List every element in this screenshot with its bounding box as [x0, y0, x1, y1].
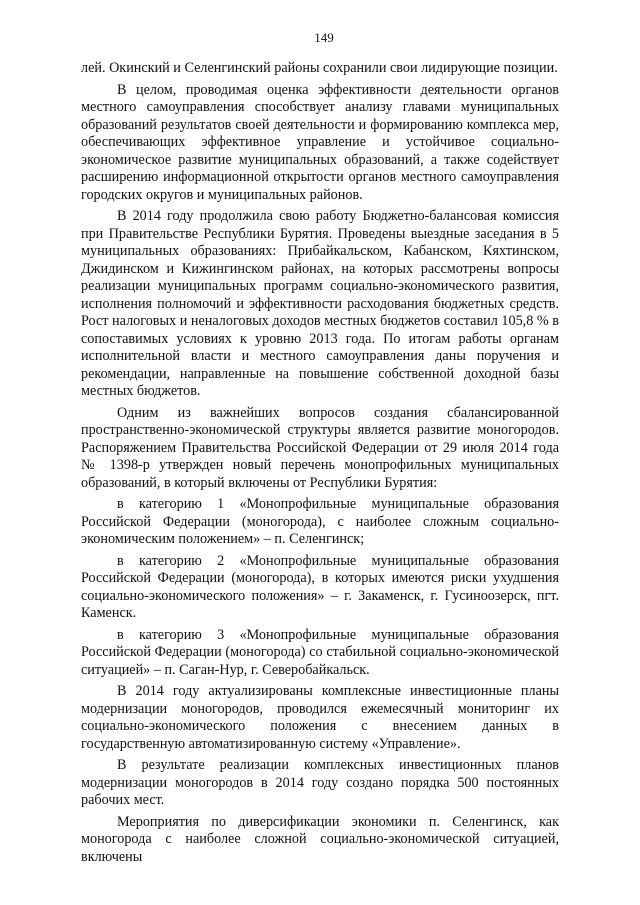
paragraph-category-3: в категорию 3 «Монопрофильные муниципальные образования Российской Федерации (моногорода) со стабильной социально-экономической ситуацией» – п. Саган-Нур, г. Северобайкальск. — [81, 626, 559, 678]
paragraph-monotowns-list-intro: Одним из важнейших вопросов создания сбалансированной пространственно-экономической структуры является развитие моногородов. Распоряжением Правительства Российской Федерации от 29 июля 2014 года № 1398-р утвержден новый перечень монопрофильных муниципальных образований, в который включены от Республики Бурятия: — [81, 404, 559, 491]
paragraph-jobs-created: В результате реализации комплексных инвестиционных планов модернизации моногородов в 2014 году создано порядка 500 постоянных рабочих мест. — [81, 757, 559, 808]
paragraph-budget-commission: В 2014 году продолжила свою работу Бюджетно-балансовая комиссия при Правительстве Республики Бурятия. Проведены выездные заседания в 5 муниципальных образованиях: Прибайкальском, Кабанском, Кяхтинском, Джидинском и Кижингинском районах, на которых рассмотрены вопросы реализации муниципальных программ социально-экономического развития, исполнения полномочий и эффективности расходования бюджетных средств. Рост налоговых и неналоговых доходов местных бюджетов составил 105,8 % в сопоставимых условиях к уровню 2013 года. По итогам работы органам исполнительной власти и местного самоуправления даны поручения и рекомендации, направленные на повышение собственной доходной базы местных бюджетов. — [81, 208, 559, 399]
page-number: 149 — [314, 30, 334, 45]
paragraph-investment-plans: В 2014 году актуализированы комплексные инвестиционные планы модернизации моногородов, проводился ежемесячный мониторинг их социально-экономического положения с внесением данных в государственную автоматизированную систему «Управление». — [81, 683, 559, 752]
paragraph-diversification: Мероприятия по диверсификации экономики п. Селенгинск, как моногорода с наиболее сложной социально-экономической ситуацией, включены — [81, 813, 559, 865]
paragraph-assessment-summary: В целом, проводимая оценка эффективности деятельности органов местного самоуправления способствует анализу главами муниципальных образований результатов своей деятельности и формированию комплекса мер, обеспечивающих эффективное управление и устойчивое социально-экономическое развитие муниципальных образований, а также содействует расширению информационной открытости органов местного самоуправления городских округов и муниципальных районов. — [81, 81, 559, 203]
document-page — [81, 30, 559, 866]
paragraph-category-1: в категорию 1 «Монопрофильные муниципальные образования Российской Федерации (моногорода), с наиболее сложным социально-экономическим положением» – п. Селенгинск; — [81, 496, 559, 547]
paragraph-category-2: в категорию 2 «Монопрофильные муниципальные образования Российской Федерации (моногорода), в которых имеются риски ухудшения социально-экономического положения» – г. Закаменск, г. Гусиноозерск, пгт. Каменск. — [81, 552, 559, 621]
paragraph-continuation: лей. Окинский и Селенгинский районы сохранили свои лидирующие позиции. — [81, 60, 558, 76]
